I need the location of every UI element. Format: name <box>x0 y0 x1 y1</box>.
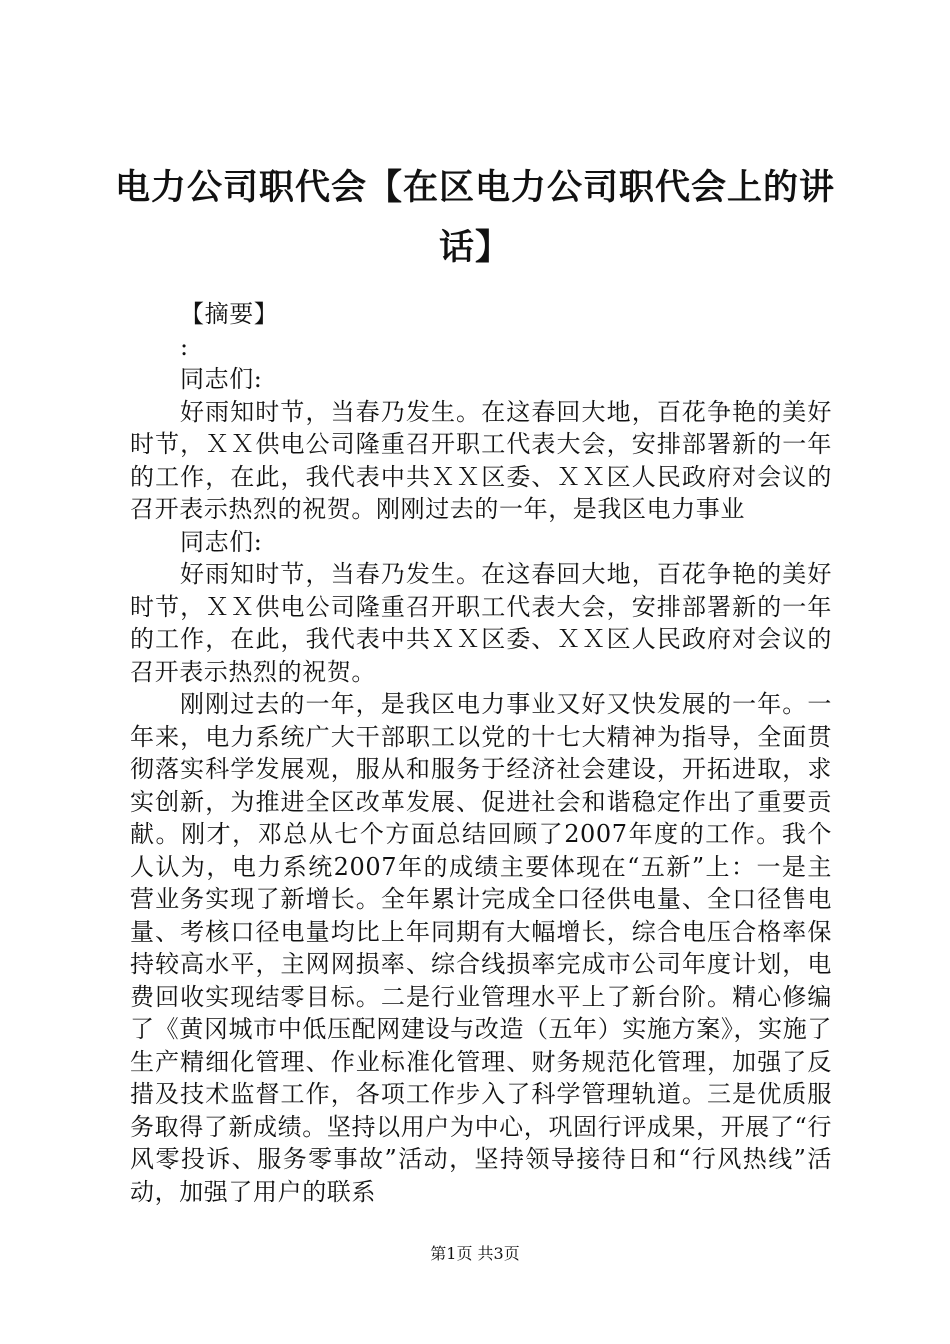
paragraph: 好雨知时节，当春乃发生。在这春回大地，百花争艳的美好时节，ＸＸ供电公司隆重召开职工代表大会，安排部署新的一年的工作，在此，我代表中共ＸＸ区委、ＸＸ区人民政府对会议的召开表示热烈的祝贺。刚刚过去的一年，是我区电力事业 <box>130 397 832 523</box>
abstract-label: 【摘要】 <box>180 300 279 328</box>
page-footer: 第1页 共3页 <box>430 1244 520 1263</box>
document-body <box>130 298 832 1208</box>
document-title: 电力公司职代会【在区电力公司职代会上的讲话】 <box>115 168 836 268</box>
salutation: 同志们: <box>180 365 263 393</box>
paragraph: 刚刚过去的一年，是我区电力事业又好又快发展的一年。一年来，电力系统广大干部职工以党的十七大精神为指导，全面贯彻落实科学发展观，服从和服务于经济社会建设，开拓进取，求实创新，为推进全区改革发展、促进社会和谐稳定作出了重要贡献。刚才，邓总从七个方面总结回顾了2007年度的工作。我个人认为，电力系统2007年的成绩主要体现在“五新”上：一是主营业务实现了新增长。全年累计完成全口径供电量、全口径售电量、考核口径电量均比上年同期有大幅增长，综合电压合格率保持较高水平，主网网损率、综合线损率完成市公司年度计划，电费回收实现结零目标。二是行业管理水平上了新台阶。精心修编了《黄冈城市中低压配网建设与改造（五年）实施方案》，实施了生产精细化管理、作业标准化管理、财务规范化管理，加强了反措及技术监督工作，各项工作步入了科学管理轨道。三是优质服务取得了新成绩。坚持以用户为中心，巩固行评成果，开展了“行风零投诉、服务零事故”活动，坚持领导接待日和“行风热线”活动，加强了用户的联系 <box>130 690 832 1206</box>
abstract-content: : <box>180 332 189 361</box>
salutation: 同志们: <box>180 527 263 556</box>
paragraph: 好雨知时节，当春乃发生。在这春回大地，百花争艳的美好时节，ＸＸ供电公司隆重召开职工代表大会，安排部署新的一年的工作，在此，我代表中共ＸＸ区委、ＸＸ区人民政府对会议的召开表示热烈的祝贺。 <box>130 560 832 686</box>
